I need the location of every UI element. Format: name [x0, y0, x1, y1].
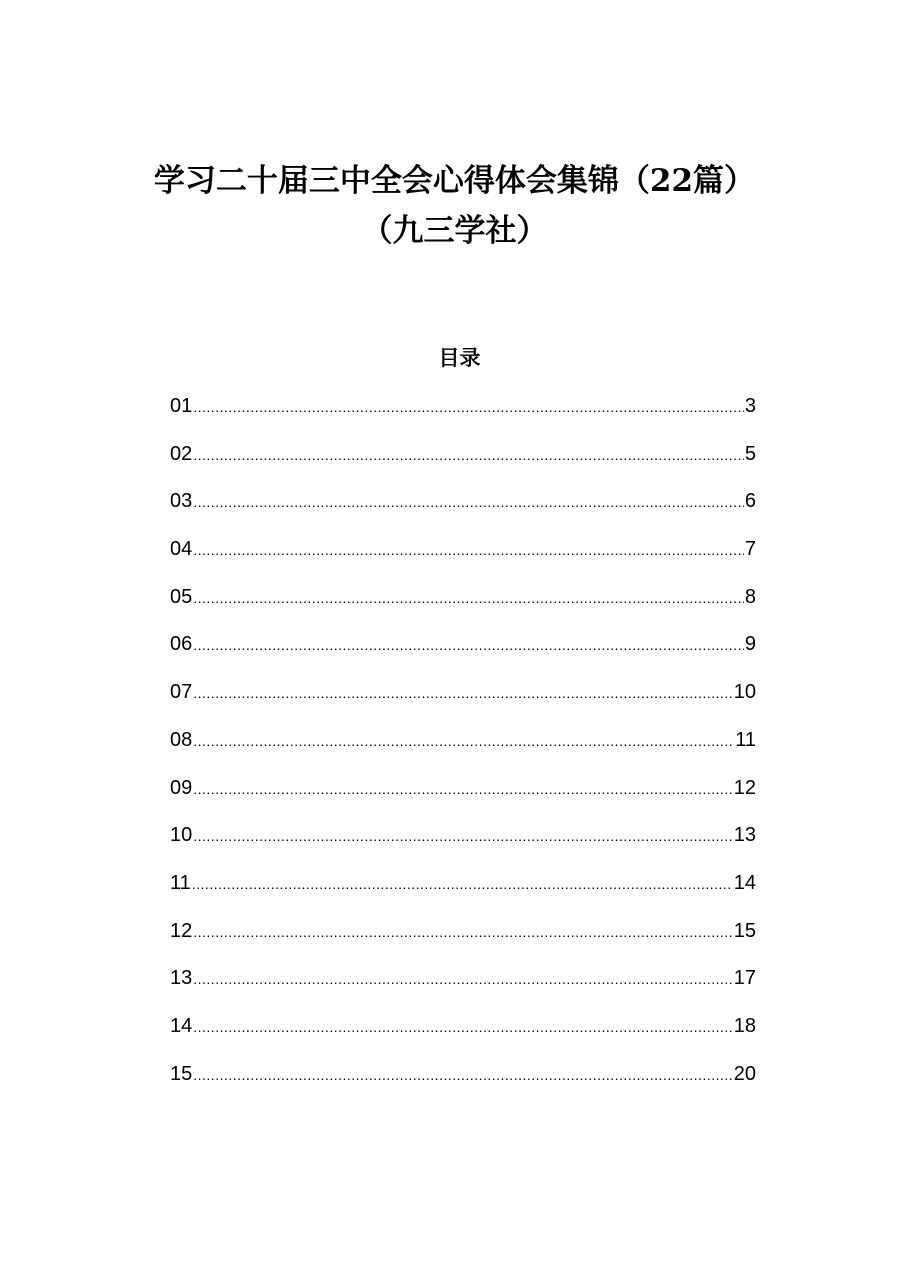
table-of-contents — [170, 391, 756, 1106]
toc-dot-leader — [192, 869, 733, 899]
toc-entry-05[interactable] — [170, 582, 756, 630]
toc-entry-13[interactable] — [170, 963, 756, 1011]
toc-entry-08[interactable] — [170, 725, 756, 773]
toc-dot-leader — [193, 392, 744, 422]
toc-entry-page-number: 6 — [744, 490, 756, 513]
toc-dot-leader — [193, 678, 733, 708]
toc-entry-page-number: 11 — [735, 728, 756, 751]
toc-entry-number: 06 — [170, 633, 193, 656]
toc-entry-10[interactable] — [170, 820, 756, 868]
toc-dot-leader — [193, 535, 744, 565]
toc-entry-page-number: 10 — [733, 681, 756, 704]
toc-entry-number: 15 — [170, 1062, 193, 1085]
toc-dot-leader — [193, 821, 733, 851]
toc-entry-07[interactable] — [170, 677, 756, 725]
toc-entry-04[interactable] — [170, 534, 756, 582]
toc-entry-number: 02 — [170, 442, 193, 465]
document-title: 学习二十届三中全会心得体会集锦（22篇） — [153, 163, 756, 199]
toc-dot-leader — [193, 487, 744, 517]
toc-entry-number: 10 — [170, 824, 193, 847]
toc-entry-page-number: 20 — [733, 1062, 756, 1085]
toc-entry-page-number: 13 — [733, 824, 756, 847]
toc-entry-number: 01 — [170, 395, 193, 417]
toc-entry-14[interactable] — [170, 1011, 756, 1059]
toc-entry-page-number: 7 — [744, 538, 756, 561]
toc-entry-01[interactable] — [170, 391, 756, 439]
toc-entry-page-number: 18 — [733, 1014, 756, 1037]
toc-entry-number: 13 — [170, 967, 193, 990]
toc-entry-page-number: 17 — [733, 967, 756, 990]
toc-entry-page-number: 14 — [733, 871, 756, 894]
toc-entry-page-number: 12 — [733, 776, 756, 799]
toc-entry-number: 08 — [170, 728, 193, 751]
toc-dot-leader — [193, 726, 734, 756]
toc-entry-03[interactable] — [170, 486, 756, 534]
toc-dot-leader — [193, 630, 744, 660]
toc-dot-leader — [193, 1012, 733, 1042]
toc-entry-number: 05 — [170, 585, 193, 608]
toc-entry-09[interactable] — [170, 773, 756, 821]
toc-entry-number: 12 — [170, 919, 193, 942]
toc-dot-leader — [193, 440, 744, 470]
toc-entry-number: 14 — [170, 1014, 193, 1037]
toc-dot-leader — [193, 917, 733, 947]
toc-dot-leader — [193, 1060, 733, 1090]
toc-entry-15[interactable] — [170, 1059, 756, 1107]
toc-entry-11[interactable] — [170, 868, 756, 916]
toc-entry-page-number: 15 — [733, 919, 756, 942]
toc-entry-02[interactable] — [170, 439, 756, 487]
toc-dot-leader — [193, 583, 744, 613]
toc-entry-page-number: 8 — [744, 585, 756, 608]
toc-heading: 目录 — [438, 345, 481, 370]
toc-entry-06[interactable] — [170, 629, 756, 677]
toc-entry-number: 07 — [170, 681, 193, 704]
toc-entry-number: 03 — [170, 490, 193, 513]
toc-entry-number: 11 — [170, 871, 191, 894]
toc-entry-12[interactable] — [170, 916, 756, 964]
toc-entry-page-number: 5 — [744, 442, 756, 465]
toc-dot-leader — [193, 774, 733, 804]
document-subtitle: （九三学社） — [361, 213, 548, 249]
toc-entry-number: 04 — [170, 538, 193, 561]
toc-entry-page-number: 9 — [744, 633, 756, 656]
toc-dot-leader — [193, 964, 733, 994]
toc-entry-number: 09 — [170, 776, 193, 799]
toc-entry-page-number: 3 — [744, 395, 756, 417]
